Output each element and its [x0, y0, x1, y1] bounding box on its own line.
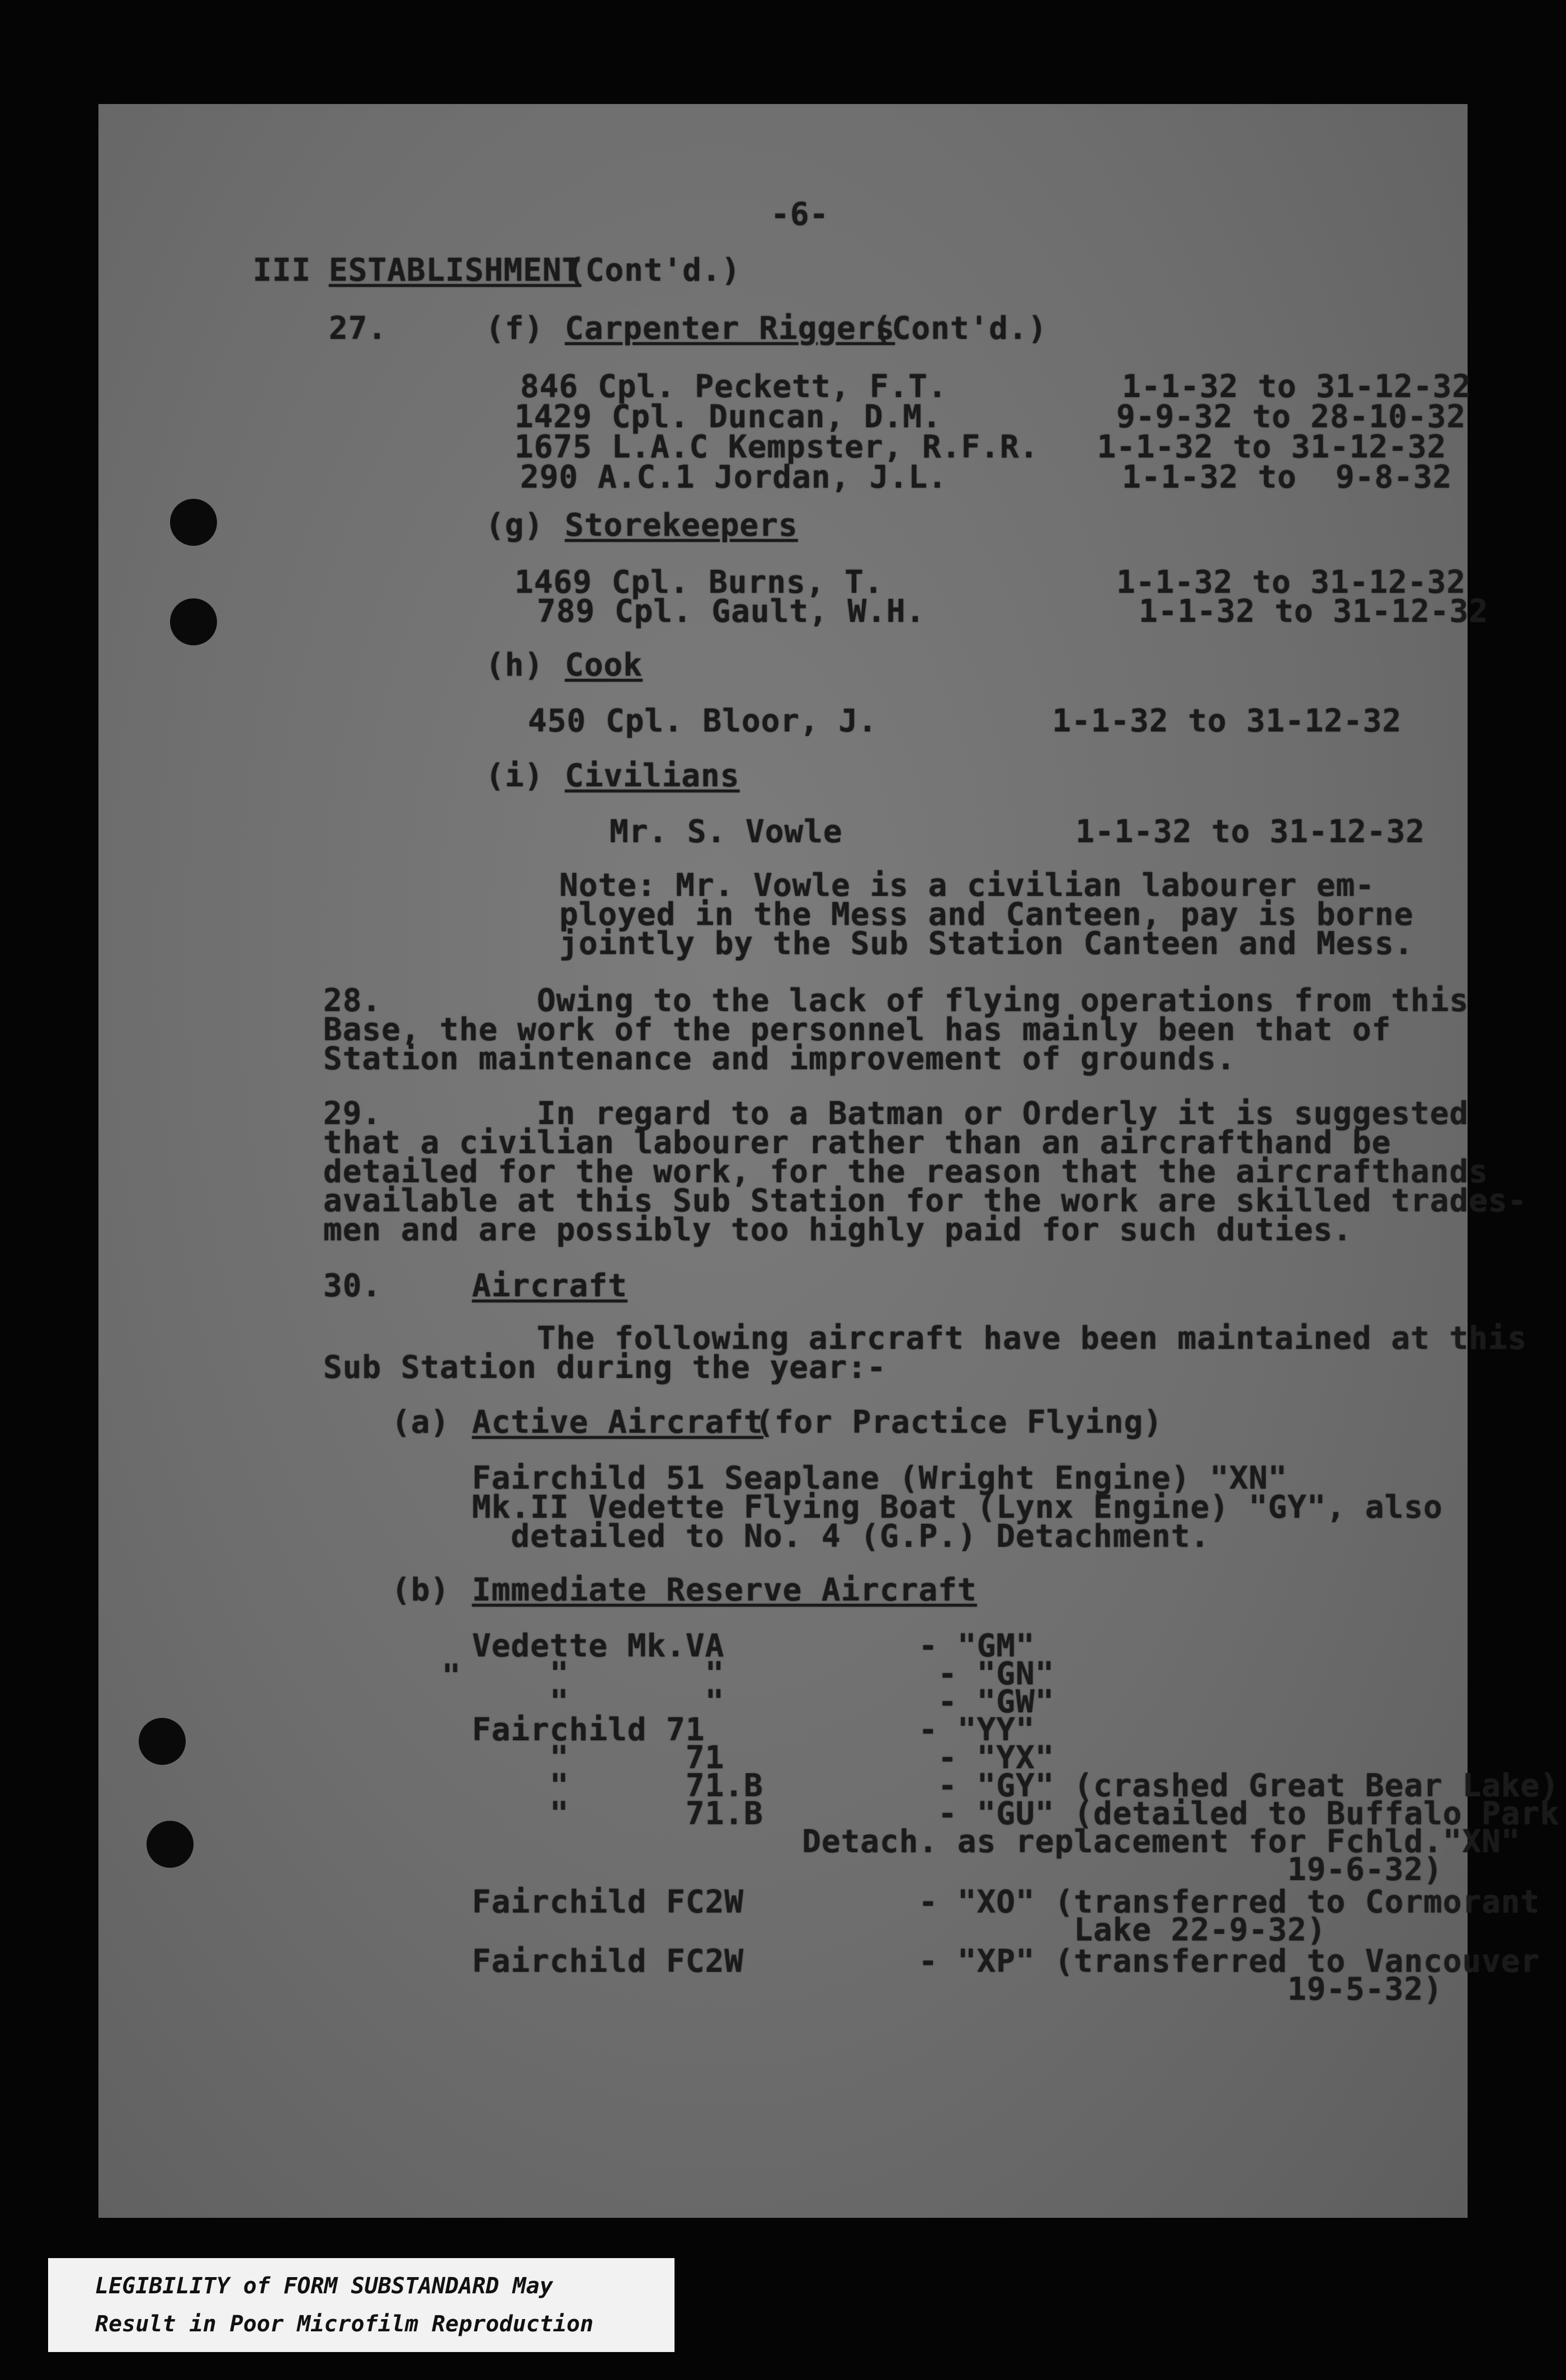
subsection-f-suffix: (Cont'd.)	[872, 310, 1048, 347]
reserve-aircraft-line: 19-5-32)	[472, 1971, 1443, 2008]
subsection-b-label: (b)	[392, 1572, 450, 1608]
reserve-aircraft-line: " " - "GN"	[472, 1656, 1055, 1692]
note-line: jointly by the Sub Station Canteen and Mess.	[559, 925, 1414, 962]
reserve-aircraft-line: " " - "GW"	[472, 1684, 1055, 1720]
subsection-b-title: Immediate Reserve Aircraft	[472, 1572, 977, 1608]
handwritten-legibility-note	[48, 2258, 674, 2352]
punch-hole	[147, 1821, 194, 1868]
punch-hole	[170, 499, 217, 546]
margin-mark: "	[442, 1658, 461, 1694]
reserve-aircraft-line: Fairchild 71 - "YY"	[472, 1712, 1035, 1748]
reserve-aircraft-line: Detach. as replacement for Fchld."XN"	[472, 1824, 1521, 1860]
reserve-aircraft-line: Fairchild FC2W - "XP" (transferred to Vancouver	[472, 1943, 1540, 1980]
subsection-h-title: Cook	[565, 647, 643, 683]
reserve-aircraft-line: " 71 - "YX"	[472, 1740, 1055, 1776]
personnel-row: 1469 Cpl. Burns, T. 1-1-32 to 31-12-32	[515, 564, 1466, 601]
page-number: -6-	[771, 196, 829, 233]
paragraph-line: Sub Station during the year:-	[323, 1349, 886, 1386]
paragraph-line: 29. In regard to a Batman or Orderly it is suggested	[323, 1095, 1469, 1132]
personnel-row: 846 Cpl. Peckett, F.T. 1-1-32 to 31-12-32	[520, 369, 1472, 405]
section-numeral: III	[253, 252, 312, 289]
note-line: Note: Mr. Vowle is a civilian labourer em-	[559, 867, 1375, 904]
paragraph-line: men and are possibly too highly paid for such duties.	[323, 1212, 1352, 1248]
aircraft-line: Mk.II Vedette Flying Boat (Lynx Engine) "GY", also	[472, 1489, 1443, 1526]
reserve-aircraft-line: " 71.B - "GY" (crashed Great Bear Lake)	[472, 1768, 1560, 1804]
aircraft-line: detailed to No. 4 (G.P.) Detachment.	[472, 1518, 1210, 1555]
paragraph-line: detailed for the work, for the reason that the aircrafthands	[323, 1154, 1488, 1190]
subsection-i-label: (i)	[485, 758, 544, 794]
subsection-i-title: Civilians	[565, 758, 740, 794]
aircraft-heading: Aircraft	[472, 1268, 628, 1304]
paragraph-line: The following aircraft have been maintained at this	[323, 1320, 1527, 1357]
reserve-aircraft-line: Fairchild FC2W - "XO" (transferred to Cormorant	[472, 1884, 1540, 1920]
personnel-row: 290 A.C.1 Jordan, J.L. 1-1-32 to 9-8-32	[520, 459, 1452, 495]
personnel-row: 450 Cpl. Bloor, J. 1-1-32 to 31-12-32	[528, 703, 1402, 739]
paragraph-line: 28. Owing to the lack of flying operations from this	[323, 983, 1469, 1019]
para-30-number: 30.	[323, 1268, 382, 1304]
section-title: ESTABLISHMENT	[329, 252, 582, 289]
reserve-aircraft-line: Vedette Mk.VA - "GM"	[472, 1628, 1035, 1664]
paragraph-line: available at this Sub Station for the work are skilled trades-	[323, 1183, 1527, 1219]
subsection-h-label: (h)	[485, 647, 544, 683]
personnel-row: Mr. S. Vowle 1-1-32 to 31-12-32	[610, 814, 1426, 850]
subsection-g-label: (g)	[485, 507, 544, 544]
subsection-g-title: Storekeepers	[565, 507, 798, 544]
handwritten-line: Result in Poor Microfilm Reproduction	[95, 2311, 594, 2337]
subsection-f-label: (f)	[485, 310, 544, 347]
subsection-a-suffix: (for Practice Flying)	[755, 1404, 1163, 1441]
punch-hole	[170, 598, 217, 645]
subsection-f-title: Carpenter Riggers	[565, 310, 895, 347]
reserve-aircraft-line: " 71.B - "GU" (detailed to Buffalo Park	[472, 1796, 1560, 1832]
note-line: ployed in the Mess and Canteen, pay is borne	[559, 896, 1414, 933]
personnel-row: 1675 L.A.C Kempster, R.F.R. 1-1-32 to 31-12-32	[515, 429, 1447, 465]
punch-hole	[139, 1718, 186, 1765]
aircraft-line: Fairchild 51 Seaplane (Wright Engine) "XN"	[472, 1460, 1288, 1496]
paragraph-line: Station maintenance and improvement of grounds.	[323, 1041, 1236, 1077]
personnel-row: 1429 Cpl. Duncan, D.M. 9-9-32 to 28-10-32	[515, 399, 1466, 435]
para-27-number: 27.	[329, 310, 388, 347]
paragraph-line: that a civilian labourer rather than an aircrafthand be	[323, 1125, 1392, 1161]
subsection-a-label: (a)	[392, 1404, 450, 1441]
reserve-aircraft-line: 19-6-32)	[472, 1852, 1443, 1888]
handwritten-line: LEGIBILITY of FORM SUBSTANDARD May	[95, 2273, 553, 2299]
section-suffix: (Cont'd.)	[566, 252, 741, 289]
reserve-aircraft-line: Lake 22-9-32)	[472, 1912, 1327, 1948]
personnel-row: 789 Cpl. Gault, W.H. 1-1-32 to 31-12-32	[537, 593, 1489, 630]
paragraph-line: Base, the work of the personnel has mainly been that of	[323, 1012, 1392, 1048]
subsection-a-title: Active Aircraft	[472, 1404, 763, 1441]
